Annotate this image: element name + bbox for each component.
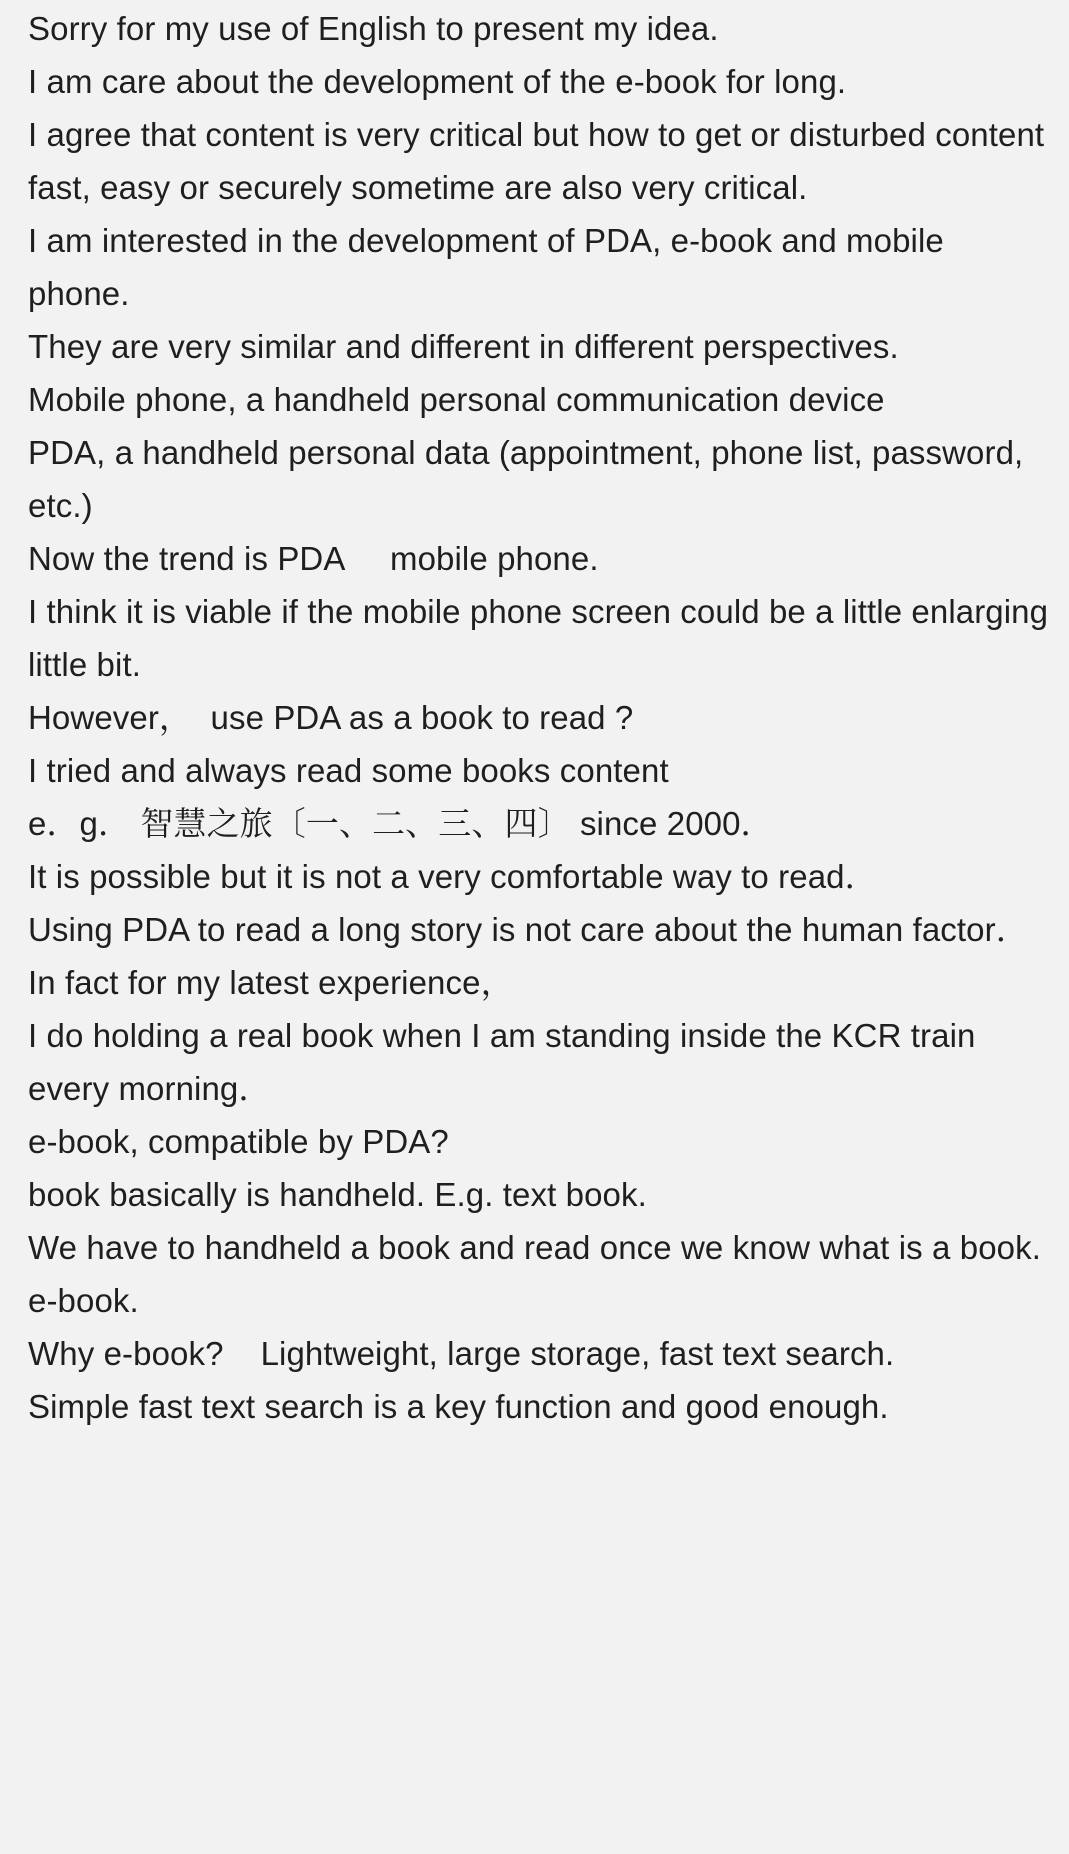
text-line: I tried and always read some books content xyxy=(28,752,669,789)
text-line: We have to handheld a book and read once we know what is a book. xyxy=(28,1229,1041,1266)
text-line: I do holding a real book when I am standing inside the KCR train every morning． xyxy=(28,1017,985,1107)
text-line: e-book, compatible by PDA? xyxy=(28,1123,449,1160)
text-line: Mobile phone, a handheld personal communication device xyxy=(28,381,885,418)
text-line: I think it is viable if the mobile phone screen could be a little enlarging little bit. xyxy=(28,593,1058,683)
text-line: Sorry for my use of English to present my idea. xyxy=(28,10,719,47)
text-line: In fact for my latest experience， xyxy=(28,964,514,1001)
text-line: book basically is handheld. E.g. text book. xyxy=(28,1176,647,1213)
text-line: I am interested in the development of PDA, e-book and mobile phone. xyxy=(28,222,954,312)
text-line: Now the trend is PDA mobile phone. xyxy=(28,540,599,577)
text-line: PDA, a handheld personal data (appointment, phone list, password, etc.) xyxy=(28,434,1033,524)
text-line: They are very similar and different in different perspectives. xyxy=(28,328,899,365)
text-line: However， use PDA as a book to read ? xyxy=(28,699,634,736)
document-text-body xyxy=(28,0,1058,1433)
text-line: I am care about the development of the e-book for long. xyxy=(28,63,847,100)
text-line: I agree that content is very critical but how to get or disturbed content fast, easy or securely sometime are also very critical. xyxy=(28,116,1054,206)
text-line: Simple fast text search is a key function and good enough. xyxy=(28,1388,889,1425)
text-line: It is possible but it is not a very comfortable way to read． xyxy=(28,858,878,895)
text-line: Why e-book? Lightweight, large storage, fast text search. xyxy=(28,1335,895,1372)
text-line: Using PDA to read a long story is not care about the human factor． xyxy=(28,911,1029,948)
text-line: e．g． 智慧之旅〔一、二、三、四〕 since 2000． xyxy=(28,805,774,842)
text-line: e-book. xyxy=(28,1282,139,1319)
